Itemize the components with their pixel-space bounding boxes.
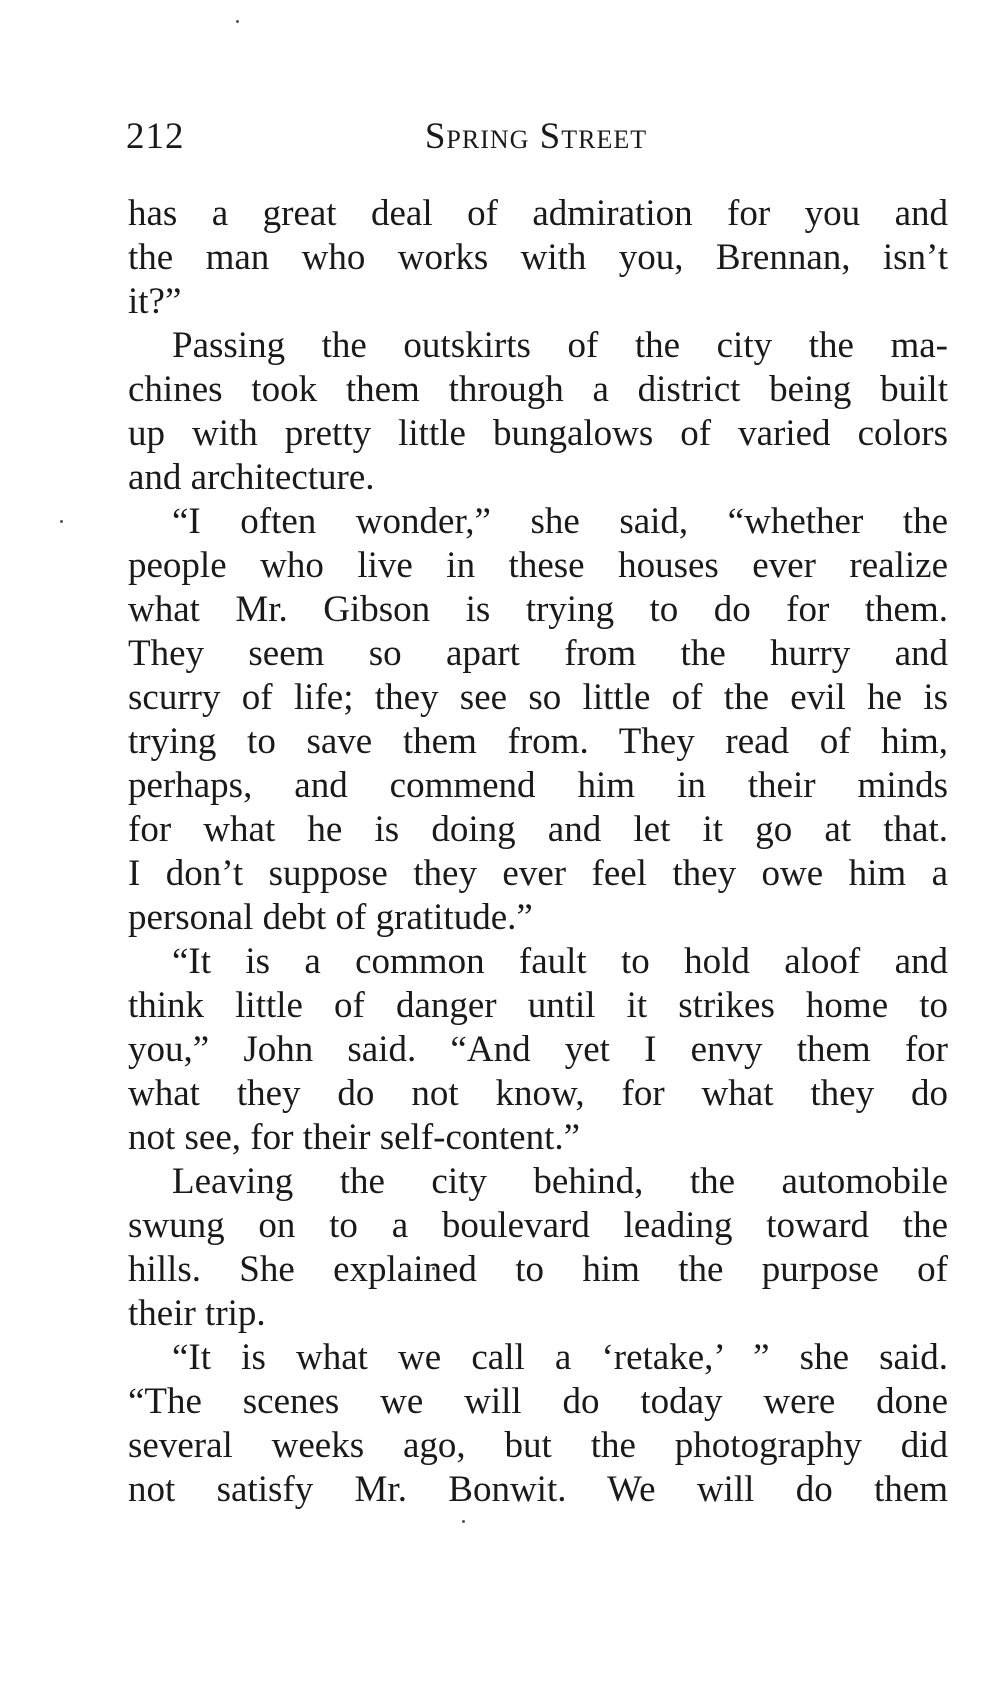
running-title: Spring Street — [424, 116, 648, 157]
text-line: personal debt of gratitude.” — [128, 897, 533, 938]
text-line: has a great deal of admiration for you and — [128, 193, 948, 234]
text-line: “It is a common fault to hold aloof and — [172, 941, 948, 982]
print-speck — [236, 20, 239, 23]
text-line: chines took them through a district being built — [128, 369, 948, 410]
text-line: scurry of life; they see so little of the evil he is — [128, 677, 948, 718]
running-head — [126, 112, 946, 162]
text-line: Passing the outskirts of the city the ma- — [172, 325, 948, 366]
text-line: perhaps, and commend him in their minds — [128, 765, 948, 806]
text-line: trying to save them from. They read of him, — [128, 721, 948, 762]
text-line: swung on to a boulevard leading toward the — [128, 1205, 948, 1246]
text-line: “I often wonder,” she said, “whether the — [172, 501, 948, 542]
text-line: and architecture. — [128, 457, 375, 498]
text-line: their trip. — [128, 1293, 266, 1334]
text-line: it?” — [128, 281, 182, 322]
text-line: “It is what we call a ‘retake,’ ” she said. — [172, 1337, 948, 1378]
text-line: “The scenes we will do today were done — [128, 1381, 948, 1422]
text-line: people who live in these houses ever realize — [128, 545, 948, 586]
text-line: the man who works with you, Brennan, isn’t — [128, 237, 948, 278]
print-speck — [462, 1520, 465, 1523]
body-text — [128, 192, 948, 1512]
text-line: up with pretty little bungalows of varied colors — [128, 413, 948, 454]
text-line: They seem so apart from the hurry and — [128, 633, 948, 674]
text-line: think little of danger until it strikes home to — [128, 985, 948, 1026]
text-line: you,” John said. “And yet I envy them for — [128, 1029, 948, 1070]
text-line: not see, for their self-content.” — [128, 1117, 581, 1158]
page-number: 212 — [126, 116, 185, 157]
text-line: what Mr. Gibson is trying to do for them. — [128, 589, 948, 630]
text-line: hills. She explained to him the purpose of — [128, 1249, 948, 1290]
text-line: what they do not know, for what they do — [128, 1073, 948, 1114]
text-line: Leaving the city behind, the automobile — [172, 1161, 948, 1202]
text-line: not satisfy Mr. Bonwit. We will do them — [128, 1469, 948, 1510]
text-line: for what he is doing and let it go at that. — [128, 809, 948, 850]
print-speck — [60, 520, 63, 523]
text-line: several weeks ago, but the photography did — [128, 1425, 948, 1466]
text-line: I don’t suppose they ever feel they owe him a — [128, 853, 948, 894]
